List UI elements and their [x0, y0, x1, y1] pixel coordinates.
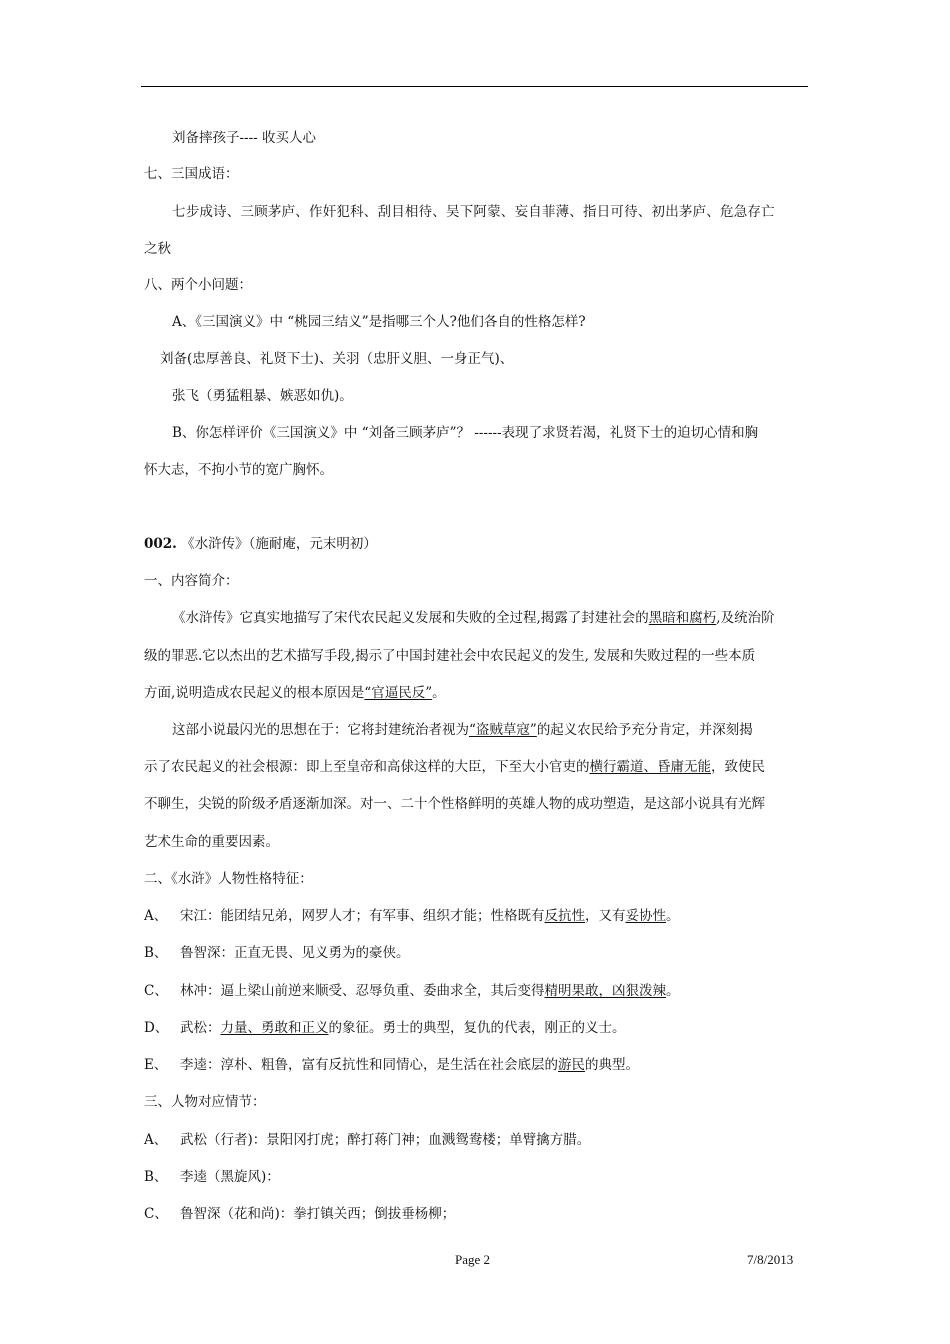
underlined-text: “盗贼草寇”	[469, 722, 537, 738]
list-item	[144, 945, 410, 961]
text: 鲁智深：正直无畏、见义勇为的豪侠。	[180, 945, 410, 961]
section-heading: 三、人物对应情节：	[144, 1094, 266, 1110]
text: 宋江：能团结兄弟，网罗人才；有军事、组织才能；性格既有	[180, 908, 545, 924]
list-item	[144, 1057, 639, 1073]
list-label: B、	[144, 1169, 168, 1185]
text: 。	[666, 908, 680, 924]
list-label: A、	[144, 908, 168, 924]
text: ，致使民	[711, 759, 765, 775]
text: ，又有	[585, 908, 626, 924]
text: ,及统治阶	[716, 610, 775, 626]
page-number: Page 2	[455, 1252, 491, 1267]
text: 《水浒传》它真实地描写了宋代农民起义发展和失败的全过程,揭露了封建社会的	[172, 610, 649, 626]
book-number: 002.	[144, 536, 177, 552]
paragraph: 艺术生命的重要因素。	[144, 834, 279, 850]
list-item	[144, 983, 680, 999]
section-heading: 七、三国成语：	[144, 166, 239, 182]
answer: 张飞（勇猛粗暴、嫉恶如仇)。	[172, 388, 353, 404]
text: 的起义农民给予充分肯定，并深刻揭	[536, 722, 753, 738]
list-item	[144, 1132, 590, 1148]
text: 鲁智深（花和尚)：拳打镇关西；倒拔垂杨柳；	[180, 1206, 456, 1222]
text: 李逵：淳朴、粗鲁，富有反抗性和同情心，是生活在社会底层的	[180, 1057, 558, 1073]
text: 这部小说最闪光的思想在于：它将封建统治者视为	[172, 722, 469, 738]
question: A、《三国演义》中 “桃园三结义”是指哪三个人?他们各自的性格怎样?	[172, 314, 586, 330]
underlined-text: 精明果敢，凶狠泼辣	[544, 983, 666, 999]
footer-date: 7/8/2013	[747, 1252, 794, 1267]
text: 李逵（黑旋风)：	[180, 1169, 280, 1185]
section-heading: 二、《水浒》人物性格特征：	[144, 871, 313, 887]
list-label: A、	[144, 1132, 168, 1148]
underlined-text: 反抗性	[544, 908, 585, 924]
text: 武松：	[180, 1020, 221, 1036]
list-label: C、	[144, 983, 168, 999]
paragraph: 七步成诗、三顾茅庐、作奸犯科、刮目相待、吴下阿蒙、妄自菲薄、指日可待、初出茅庐、危急存亡	[172, 204, 775, 220]
book-name: 《水浒传》（施耐庵，元末明初）	[176, 536, 377, 552]
text: 方面,说明造成农民起义的根本原因是	[144, 685, 365, 701]
answer: 刘备(忠厚善良、礼贤下士)、关羽（忠肝义胆、一身正气)、	[160, 351, 514, 367]
text: 林冲：逼上梁山前逆来顺受、忍辱负重、委曲求全，其后变得	[180, 983, 545, 999]
underlined-text: 妥协性	[625, 908, 666, 924]
underlined-text: “官逼民反”	[364, 685, 433, 701]
text: 。	[666, 983, 680, 999]
underlined-text: 横行霸道、昏庸无能	[589, 759, 711, 775]
paragraph: 刘备摔孩子---- 收买人心	[172, 130, 317, 146]
paragraph: 级的罪恶.它以杰出的艺术描写手段,揭示了中国封建社会中农民起义的发生, 发展和失败过程的一些本质	[144, 648, 756, 664]
text: 的象征。勇士的典型，复仇的代表，刚正的义士。	[328, 1020, 626, 1036]
list-label: D、	[144, 1020, 169, 1036]
text: 示了农民起义的社会根源：即上至皇帝和高俅这样的大臣，下至大小官吏的	[144, 759, 590, 775]
list-label: C、	[144, 1206, 168, 1222]
underlined-text: 游民	[558, 1057, 585, 1073]
list-item	[144, 1169, 280, 1185]
text: 的典型。	[585, 1057, 639, 1073]
paragraph	[144, 685, 446, 701]
text: 。	[432, 685, 446, 701]
paragraph	[172, 610, 775, 626]
paragraph	[172, 722, 753, 738]
paragraph: 不聊生，尖锐的阶级矛盾逐渐加深。对一、二十个性格鲜明的英雄人物的成功塑造，是这部小说具有光辉	[144, 796, 765, 812]
book-title	[144, 536, 377, 552]
paragraph: 之秋	[144, 241, 171, 257]
underlined-text: 力量、勇敢和正义	[220, 1020, 329, 1036]
list-item	[144, 1020, 626, 1036]
header-rule	[141, 86, 808, 87]
paragraph	[144, 759, 765, 775]
list-item	[144, 1206, 455, 1222]
list-item	[144, 908, 680, 924]
section-heading: 一、内容简介：	[144, 573, 239, 589]
underlined-text: 黑暗和腐朽	[648, 610, 717, 626]
text: 武松（行者)：景阳冈打虎；醉打蒋门神；血溅鸳鸯楼；单臂擒方腊。	[180, 1132, 591, 1148]
list-label: B、	[144, 945, 168, 961]
list-label: E、	[144, 1057, 168, 1073]
section-heading: 八、两个小问题：	[144, 277, 252, 293]
question: B、你怎样评价《三国演义》中 “刘备三顾茅庐”？ ------表现了求贤若渴，礼贤下士的迫切心情和胸	[172, 425, 759, 441]
answer: 怀大志，不拘小节的宽广胸怀。	[144, 462, 333, 478]
